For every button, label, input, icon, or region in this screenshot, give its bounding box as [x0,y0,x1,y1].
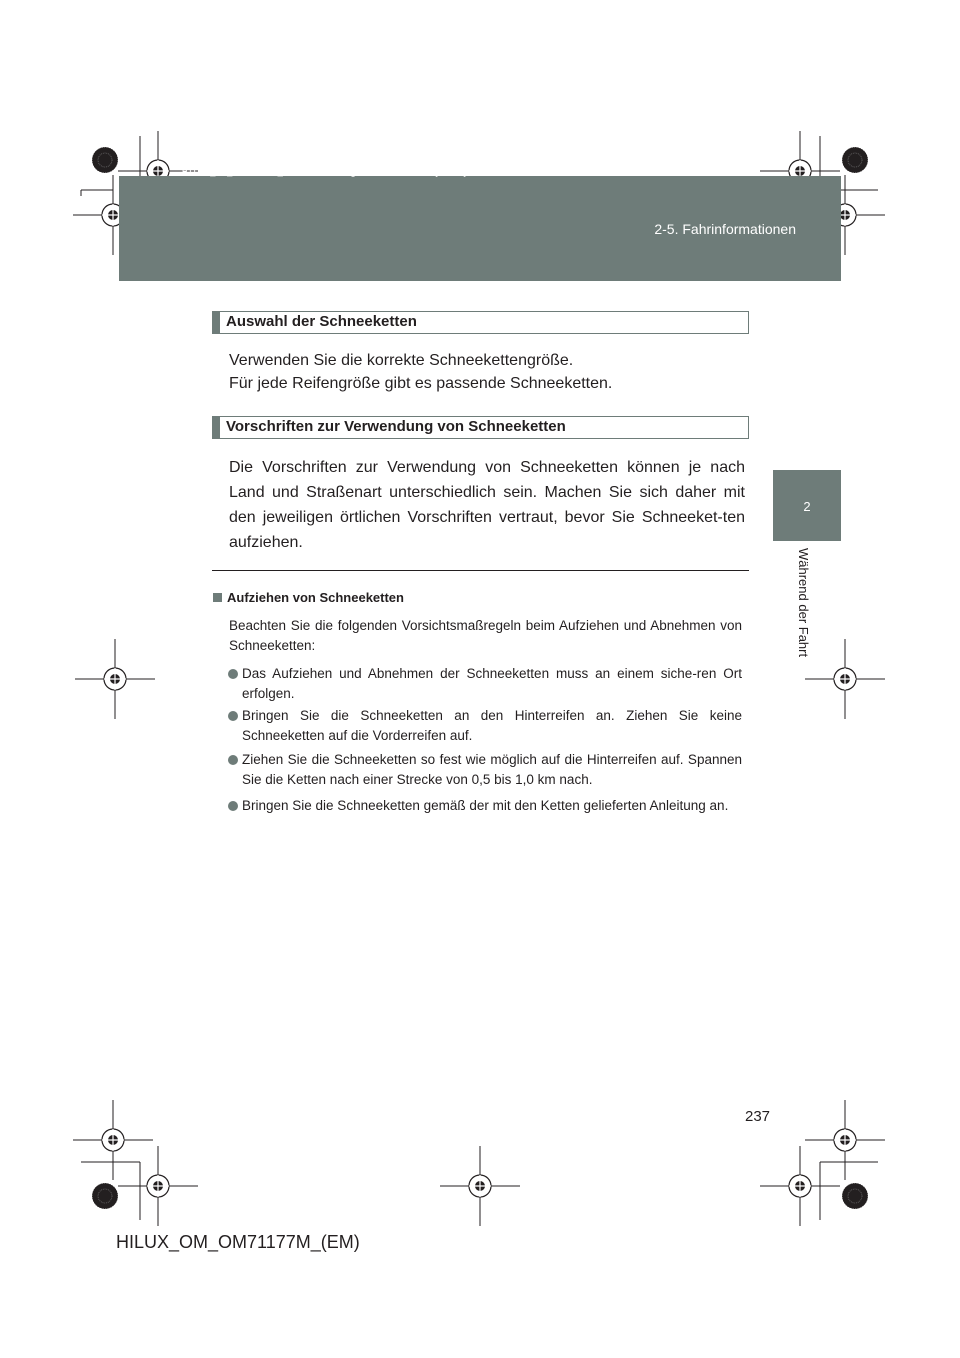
chapter-number: 2 [803,499,811,514]
square-bullet-icon [213,593,222,602]
star-target-bottom-left [92,1183,118,1209]
bullet-dot-icon [228,711,238,721]
book-stamp: HILUX_OM_OM71177M_(EM).book Page 237 Wednesday, May 16, 2012 1:28 PM [182,168,565,178]
note-heading [213,590,404,605]
section-heading-regulations [212,416,749,439]
crosshair-middle-left [75,639,155,719]
list-item [228,796,742,816]
crosshair-bottom-right [805,1100,885,1180]
list-item [228,664,742,704]
page-number: 237 [745,1108,771,1125]
divider-rule [212,570,749,571]
list-item [228,706,742,746]
bullet-dot-icon [228,755,238,765]
list-item-text: Ziehen Sie die Schneeketten so fest wie möglich auf die Hinterreifen auf. Spannen Sie die Ketten nach einer Strecke von 0,5 bis 1,0 km nach. [242,752,742,787]
star-target-bottom-right [842,1183,868,1209]
chapter-title: Während der Fahrt [796,548,811,658]
section-heading-text: Vorschriften zur Verwendung von Schneeketten [226,418,566,435]
footer-document-code: HILUX_OM_OM71177M_(EM) [116,1232,360,1252]
crosshair-bottom-right-2 [760,1146,840,1226]
section-label: 2-5. Fahrinformationen [654,221,796,237]
section-heading-text: Auswahl der Schneeketten [226,313,417,330]
note-heading-text: Aufziehen von Schneeketten [227,590,404,605]
list-item-text: Das Aufziehen und Abnehmen der Schneeketten muss an einem siche-ren Ort erfolgen. [242,666,742,701]
star-target-top-right [842,147,868,173]
star-target-top-left [92,147,118,173]
crosshair-bottom-left [73,1100,153,1180]
section2-paragraph: Die Vorschriften zur Verwendung von Schneeketten können je nach Land und Straßenart unterschiedlich sein. Machen Sie sich daher mit den jeweiligen örtlichen Vorschriften vertraut, bevor Sie Schneeket-ten aufziehen. [229,459,745,551]
crosshair-middle-right [805,639,885,719]
note-intro: Beachten Sie die folgenden Vorsichtsmaßregeln beim Aufziehen und Abnehmen von Schneeketten: [229,618,742,653]
list-item-text: Bringen Sie die Schneeketten an den Hinterreifen an. Ziehen Sie keine Schneeketten auf die Vorderreifen auf. [242,708,742,743]
crosshair-bottom-left-2 [118,1146,198,1226]
section1-line: Verwenden Sie die korrekte Schneekettengröße. [229,352,574,369]
crosshair-bottom-middle [440,1146,520,1226]
chapter-title-vertical [796,548,816,678]
bullet-dot-icon [228,801,238,811]
bullet-dot-icon [228,669,238,679]
list-item [228,750,742,790]
section1-line: Für jede Reifengröße gibt es passende Schneeketten. [229,375,613,392]
chapter-tab [773,470,841,541]
section-heading-snow-chain-selection [212,311,749,334]
list-item-text: Bringen Sie die Schneeketten gemäß der mit den Ketten gelieferten Anleitung an. [242,798,729,813]
section1-paragraph [229,349,745,395]
